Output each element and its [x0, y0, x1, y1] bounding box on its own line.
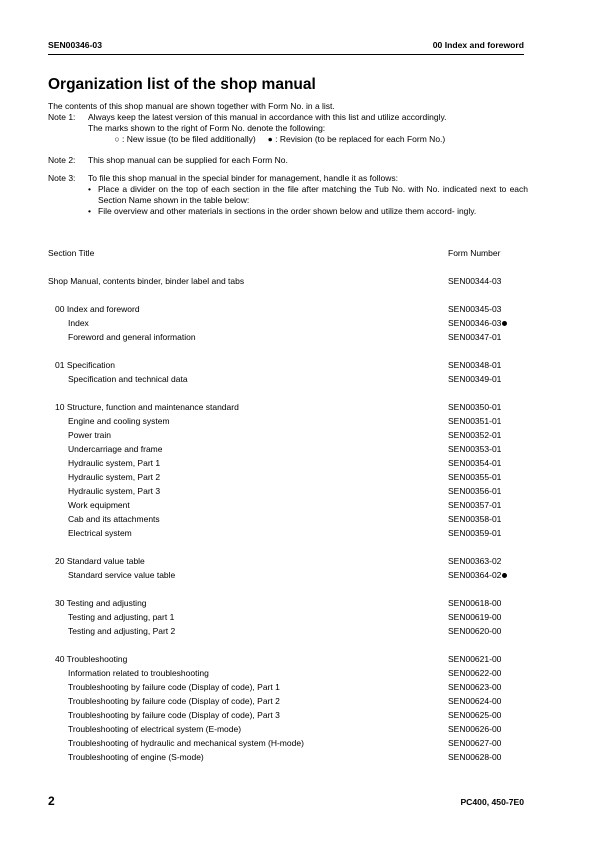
form-number: SEN00355-01 [448, 472, 502, 482]
revision-text: : Revision (to be replaced for each Form No.) [275, 134, 446, 144]
note-line: Always keep the latest version of this manual in accordance with this list and utilize accordingly. [88, 112, 447, 122]
table-row [48, 402, 528, 415]
table-row [48, 276, 528, 289]
form-number: SEN00618-00 [448, 598, 502, 608]
form-number: SEN00352-01 [448, 430, 502, 440]
section-title: Troubleshooting of electrical system (E-mode) [68, 724, 242, 734]
page-number: 2 [48, 794, 55, 808]
form-number-cell [448, 654, 501, 665]
form-number: SEN00621-00 [448, 654, 502, 664]
table-row [48, 486, 528, 499]
form-number-cell [448, 402, 501, 413]
form-number-cell [448, 458, 501, 469]
header-section: 00 Index and foreword [432, 40, 524, 50]
form-number: SEN00619-00 [448, 612, 502, 622]
form-number-cell [448, 724, 501, 735]
section-title: Engine and cooling system [68, 416, 170, 426]
form-number-cell [448, 626, 501, 637]
form-number: SEN00357-01 [448, 500, 502, 510]
form-number: SEN00348-01 [448, 360, 502, 370]
revision-mark-icon [502, 321, 507, 326]
form-number-cell [448, 486, 501, 497]
form-number-cell [448, 668, 501, 679]
table-row [48, 612, 528, 625]
section-title: Hydraulic system, Part 1 [68, 458, 161, 468]
table-row [48, 528, 528, 541]
form-number: SEN00353-01 [448, 444, 502, 454]
form-number-cell [448, 472, 501, 483]
section-title: Electrical system [68, 528, 132, 538]
form-number-cell [448, 318, 507, 329]
section-title: Troubleshooting by failure code (Display of code), Part 1 [68, 682, 280, 692]
section-title: 40 Troubleshooting [55, 654, 128, 664]
form-number: SEN00624-00 [448, 696, 502, 706]
form-number: SEN00363-02 [448, 556, 502, 566]
section-title: Cab and its attachments [68, 514, 160, 524]
section-title: Foreword and general information [68, 332, 196, 342]
table-row [48, 304, 528, 317]
section-title: Hydraulic system, Part 3 [68, 486, 161, 496]
section-title: Troubleshooting by failure code (Display of code), Part 2 [68, 696, 280, 706]
section-title: Undercarriage and frame [68, 444, 163, 454]
table-row [48, 374, 528, 387]
table-row [48, 724, 528, 737]
table-row [48, 556, 528, 569]
form-number-cell [448, 332, 501, 343]
note-line: This shop manual can be supplied for each Form No. [88, 155, 288, 165]
table-row [48, 458, 528, 471]
model-name: PC400, 450-7E0 [460, 797, 524, 807]
table-row [48, 444, 528, 457]
col-form-number: Form Number [448, 248, 501, 258]
form-number: SEN00626-00 [448, 724, 502, 734]
table-row [48, 710, 528, 723]
table-row [48, 696, 528, 709]
table-row [48, 752, 528, 765]
col-section-title: Section Title [48, 248, 95, 258]
note-line: To file this shop manual in the special binder for management, handle it as follows: [88, 173, 398, 183]
form-number: SEN00345-03 [448, 304, 502, 314]
form-number: SEN00364-02 [448, 570, 502, 580]
form-number-cell [448, 304, 501, 315]
section-title: 30 Testing and adjusting [55, 598, 147, 608]
form-number-cell [448, 682, 501, 693]
form-number: SEN00351-01 [448, 416, 502, 426]
form-number-cell [448, 738, 501, 749]
form-number: SEN00346-03 [448, 318, 502, 328]
table-row [48, 654, 528, 667]
section-title: Troubleshooting of hydraulic and mechanical system (H-mode) [68, 738, 304, 748]
form-number-cell [448, 374, 501, 385]
form-number-cell [448, 570, 507, 581]
form-number: SEN00359-01 [448, 528, 502, 538]
form-number: SEN00628-00 [448, 752, 502, 762]
section-title: Testing and adjusting, Part 2 [68, 626, 176, 636]
form-number-cell [448, 528, 501, 539]
form-number-cell [448, 360, 501, 371]
form-number-cell [448, 500, 501, 511]
table-row [48, 738, 528, 751]
form-number: SEN00622-00 [448, 668, 502, 678]
form-number: SEN00625-00 [448, 710, 502, 720]
section-title: Work equipment [68, 500, 130, 510]
form-number-cell [448, 444, 501, 455]
section-title: 20 Standard value table [55, 556, 145, 566]
section-title: Shop Manual, contents binder, binder label and tabs [48, 276, 245, 286]
form-number: SEN00344-03 [448, 276, 502, 286]
section-title: 01 Specification [55, 360, 116, 370]
form-number-cell [448, 514, 501, 525]
doc-number: SEN00346-03 [48, 40, 102, 50]
note-label: Note 3: [48, 173, 76, 183]
form-number: SEN00350-01 [448, 402, 502, 412]
table-row [48, 500, 528, 513]
page-title: Organization list of the shop manual [48, 76, 316, 93]
bullet-item: • File overview and other materials in sections in the order shown below and utilize them accord- ingly. [88, 206, 528, 217]
form-number-cell [448, 696, 501, 707]
section-title: Troubleshooting by failure code (Display of code), Part 3 [68, 710, 280, 720]
section-title: Troubleshooting of engine (S-mode) [68, 752, 204, 762]
note-2 [48, 155, 528, 166]
table-row [48, 360, 528, 373]
note-label: Note 2: [48, 155, 76, 165]
form-number: SEN00620-00 [448, 626, 502, 636]
new-issue-text: : New issue (to be filed additionally) [122, 134, 256, 144]
table-row [48, 598, 528, 611]
table-row [48, 430, 528, 443]
form-number: SEN00347-01 [448, 332, 502, 342]
form-number-cell [448, 416, 501, 427]
revision-icon: ● [267, 134, 273, 144]
form-number-cell [448, 276, 501, 287]
form-number: SEN00623-00 [448, 682, 502, 692]
section-title: Testing and adjusting, part 1 [68, 612, 175, 622]
table-row [48, 416, 528, 429]
section-title: Standard service value table [68, 570, 176, 580]
bullet-item: • Place a divider on the top of each section in the file after matching the Tub No. with No. indicated next to each Section Name shown in the table below: [88, 184, 528, 206]
table-row [48, 668, 528, 681]
new-issue-icon: ○ [114, 134, 120, 144]
note-3 [48, 173, 528, 217]
table-row [48, 332, 528, 345]
marks-legend [112, 134, 528, 145]
table-row [48, 514, 528, 527]
page-header [48, 40, 524, 52]
note-line: The marks shown to the right of Form No. denote the following: [88, 123, 326, 133]
note-bullets [88, 184, 528, 217]
header-rule [48, 54, 524, 55]
section-title: 10 Structure, function and maintenance standard [55, 402, 239, 412]
form-number-cell [448, 710, 501, 721]
table-row [48, 626, 528, 639]
table-row [48, 318, 528, 331]
form-number: SEN00627-00 [448, 738, 502, 748]
section-title: Index [68, 318, 89, 328]
form-number: SEN00356-01 [448, 486, 502, 496]
form-number: SEN00358-01 [448, 514, 502, 524]
note-label: Note 1: [48, 112, 76, 122]
form-number-cell [448, 430, 501, 441]
form-number-cell [448, 752, 501, 763]
intro-text: The contents of this shop manual are shown together with Form No. in a list. [48, 101, 335, 111]
section-title: Power train [68, 430, 111, 440]
form-number: SEN00354-01 [448, 458, 502, 468]
form-number-cell [448, 556, 501, 567]
table-row [48, 682, 528, 695]
form-number-cell [448, 598, 501, 609]
section-title: Specification and technical data [68, 374, 188, 384]
section-title: Hydraulic system, Part 2 [68, 472, 161, 482]
note-1 [48, 112, 528, 145]
table-row [48, 570, 528, 583]
section-title: 00 Index and foreword [55, 304, 140, 314]
table-row [48, 472, 528, 485]
revision-mark-icon [502, 573, 507, 578]
form-number: SEN00349-01 [448, 374, 502, 384]
section-title: Information related to troubleshooting [68, 668, 209, 678]
form-number-cell [448, 612, 501, 623]
